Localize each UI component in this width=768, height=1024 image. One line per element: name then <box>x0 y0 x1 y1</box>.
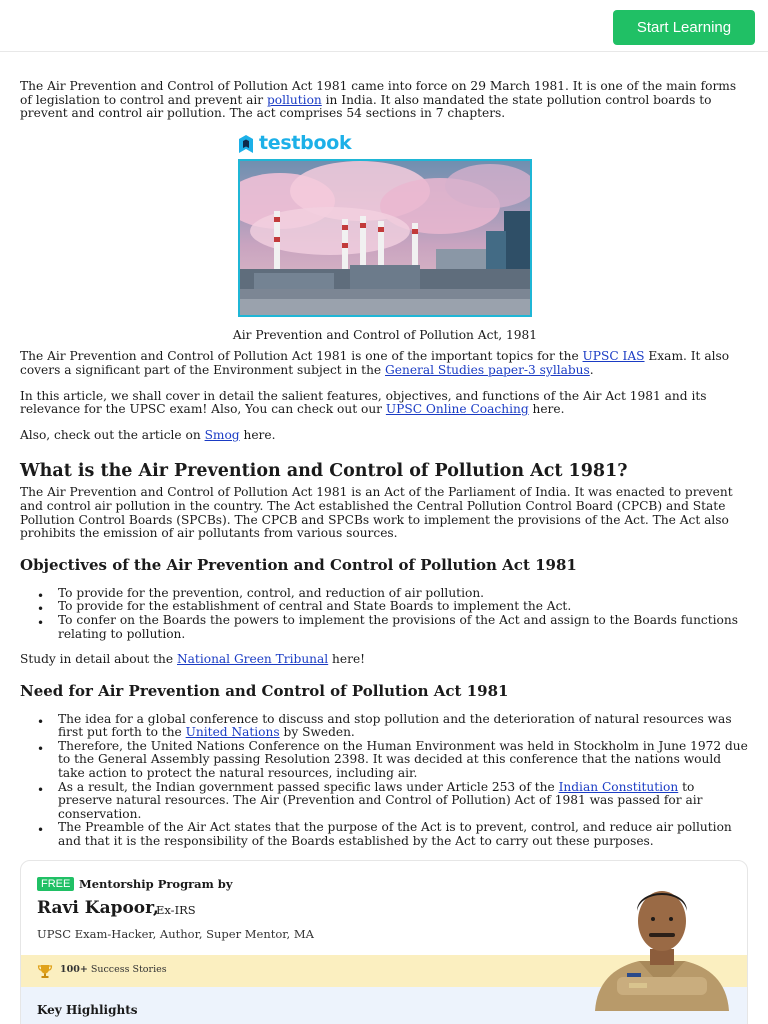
list-item: • The Preamble of the Air Act states that the purpose of the Act is to prevent, control, and reduce air pollution and that it is the responsibility of the Boards established by the Act to carry out these purposes. <box>20 821 750 848</box>
trophy-icon <box>37 963 53 979</box>
list-item: • To provide for the establishment of central and State Boards to implement the Act. <box>20 600 750 614</box>
list-item: • The idea for a global conference to discuss and stop pollution and the deterioration of natural resources was first put forth to the United Nations by Sweden. <box>20 713 750 740</box>
testbook-logo: testbook <box>239 133 531 155</box>
figure-caption: Air Prevention and Control of Pollution Act, 1981 <box>232 327 538 342</box>
list-item: • Therefore, the United Nations Conference on the Human Environment was held in Stockholm in June 1972 due to the General Assembly passing Resolution 2398. It was decided at this conference that the nations would take action to protect the natural resources, including air. <box>20 740 750 781</box>
program-label: Mentorship Program by <box>79 877 233 891</box>
list-item: • As a result, the Indian government passed specific laws under Article 253 of the Indian Constitution to preserve natural resources. The Air (Prevention and Control of Pollution) Act of 1981 was passed for air conservation. <box>20 781 750 822</box>
united-nations-link[interactable]: United Nations <box>185 725 280 740</box>
heading-need: Need for Air Prevention and Control of Pollution Act 1981 <box>20 681 509 700</box>
list-item: • To provide for the prevention, control, and reduction of air pollution. <box>20 587 750 601</box>
objectives-list <box>20 587 750 641</box>
mentor-description: UPSC Exam-Hacker, Author, Super Mentor, MA <box>37 927 314 941</box>
national-green-tribunal-link[interactable]: National Green Tribunal <box>177 652 329 667</box>
smog-link[interactable]: Smog <box>204 427 240 442</box>
key-highlights-title: Key Highlights <box>37 1003 138 1017</box>
testbook-logo-icon <box>239 135 253 153</box>
article-body <box>20 80 750 861</box>
mentor-photo <box>587 869 737 1011</box>
heading-what-is-act: What is the Air Prevention and Control of Pollution Act 1981? <box>20 461 628 482</box>
list-item: • To confer on the Boards the powers to implement the provisions of the Act and assign to the Boards functions relating to pollution. <box>20 614 750 641</box>
success-stories-text: 100+ Success Stories <box>60 964 167 975</box>
start-learning-button[interactable]: Start Learning <box>613 10 755 45</box>
top-bar <box>0 0 768 52</box>
intro-paragraph: The Air Prevention and Control of Pollution Act 1981 came into force on 29 March 1981. It is one of the main forms of legislation to control and prevent air pollution in India. It also mandated the state pollution control boards to prevent and control air pollution. The act comprises 54 sections in 7 chapters. <box>20 79 737 121</box>
smog-paragraph: Also, check out the article on Smog here. <box>20 427 276 442</box>
topics-paragraph: The Air Prevention and Control of Pollution Act 1981 is one of the important topics for the UPSC IAS Exam. It also covers a significant part of the Environment subject in the General Studies paper-3 syllabus. <box>20 349 730 377</box>
mentorship-card[interactable] <box>20 860 748 1024</box>
mentor-title: Ex-IRS <box>156 903 196 917</box>
need-list <box>20 713 750 849</box>
heading-objectives: Objectives of the Air Prevention and Control of Pollution Act 1981 <box>20 555 577 574</box>
upsc-online-coaching-link[interactable]: UPSC Online Coaching <box>385 402 529 417</box>
ngt-paragraph: Study in detail about the National Green Tribunal here! <box>20 652 366 667</box>
mentor-name: Ravi Kapoor, <box>37 898 159 918</box>
free-badge: FREE <box>37 877 74 891</box>
article-figure <box>20 133 750 343</box>
coverage-paragraph: In this article, we shall cover in detail the salient features, objectives, and functions of the Air Act 1981 and its relevance for the UPSC exam! Also, You can check out our UPSC Online Coaching here. <box>20 388 707 417</box>
factory-pollution-image <box>238 159 532 317</box>
upsc-ias-link[interactable]: UPSC IAS <box>582 349 645 364</box>
gs-paper3-link[interactable]: General Studies paper-3 syllabus <box>385 362 590 377</box>
what-is-paragraph: The Air Prevention and Control of Pollution Act 1981 is an Act of the Parliament of India. It was enacted to prevent and control air pollution in the country. The Act established the Central Pollution Control Board (CPCB) and State Pollution Control Boards (SPCBs). The CPCB and SPCBs work to implement the provisions of the Act. The Act also prohibits the emission of air pollutants from various sources. <box>20 485 733 541</box>
pollution-link[interactable]: pollution <box>266 92 322 107</box>
indian-constitution-link[interactable]: Indian Constitution <box>558 779 679 794</box>
